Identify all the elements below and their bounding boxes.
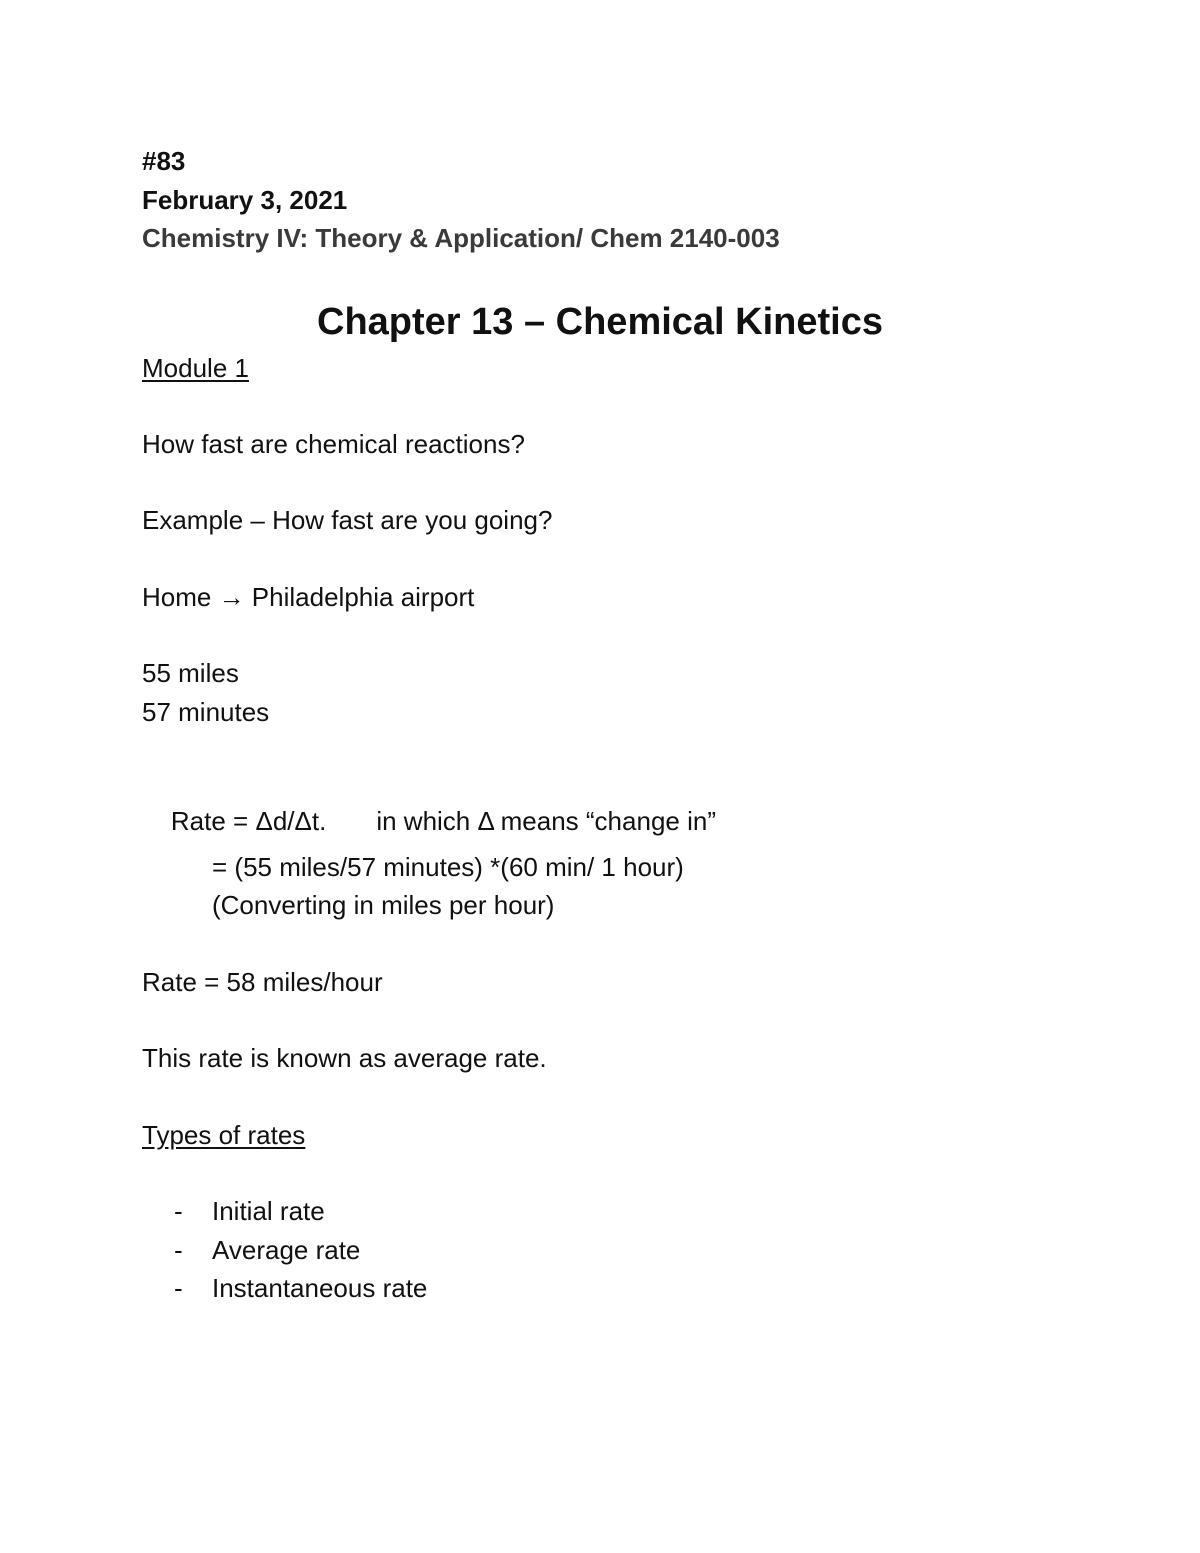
- rate-result-line: Rate = 58 miles/hour: [142, 967, 383, 997]
- calculation-line: = (55 miles/57 minutes) *(60 min/ 1 hour): [212, 852, 684, 882]
- question-line: How fast are chemical reactions?: [142, 429, 525, 459]
- note-number: #83: [142, 146, 186, 176]
- note-date: February 3, 2021: [142, 185, 348, 215]
- average-rate-note: This rate is known as average rate.: [142, 1043, 547, 1073]
- example-line: Example – How fast are you going?: [142, 505, 553, 535]
- list-dash: -: [174, 1196, 183, 1226]
- list-dash: -: [174, 1273, 183, 1303]
- module-heading: Module 1: [142, 353, 249, 383]
- list-item-label: Initial rate: [212, 1196, 325, 1226]
- list-dash: -: [174, 1235, 183, 1265]
- list-item-label: Average rate: [212, 1235, 361, 1265]
- route-line: Home → Philadelphia airport: [142, 582, 475, 612]
- list-item-label: Instantaneous rate: [212, 1273, 428, 1303]
- types-heading: Types of rates: [142, 1120, 306, 1150]
- course-title: Chemistry IV: Theory & Application/ Chem 2140-003: [142, 223, 780, 253]
- time-line: 57 minutes: [142, 697, 270, 727]
- chapter-title: Chapter 13 – Chemical Kinetics: [317, 301, 883, 343]
- calculation-note: (Converting in miles per hour): [212, 890, 555, 920]
- rate-formula-note: in which Δ means “change in”: [376, 806, 716, 836]
- rate-formula: Rate = Δd/Δt.: [170, 806, 327, 836]
- distance-line: 55 miles: [142, 658, 239, 688]
